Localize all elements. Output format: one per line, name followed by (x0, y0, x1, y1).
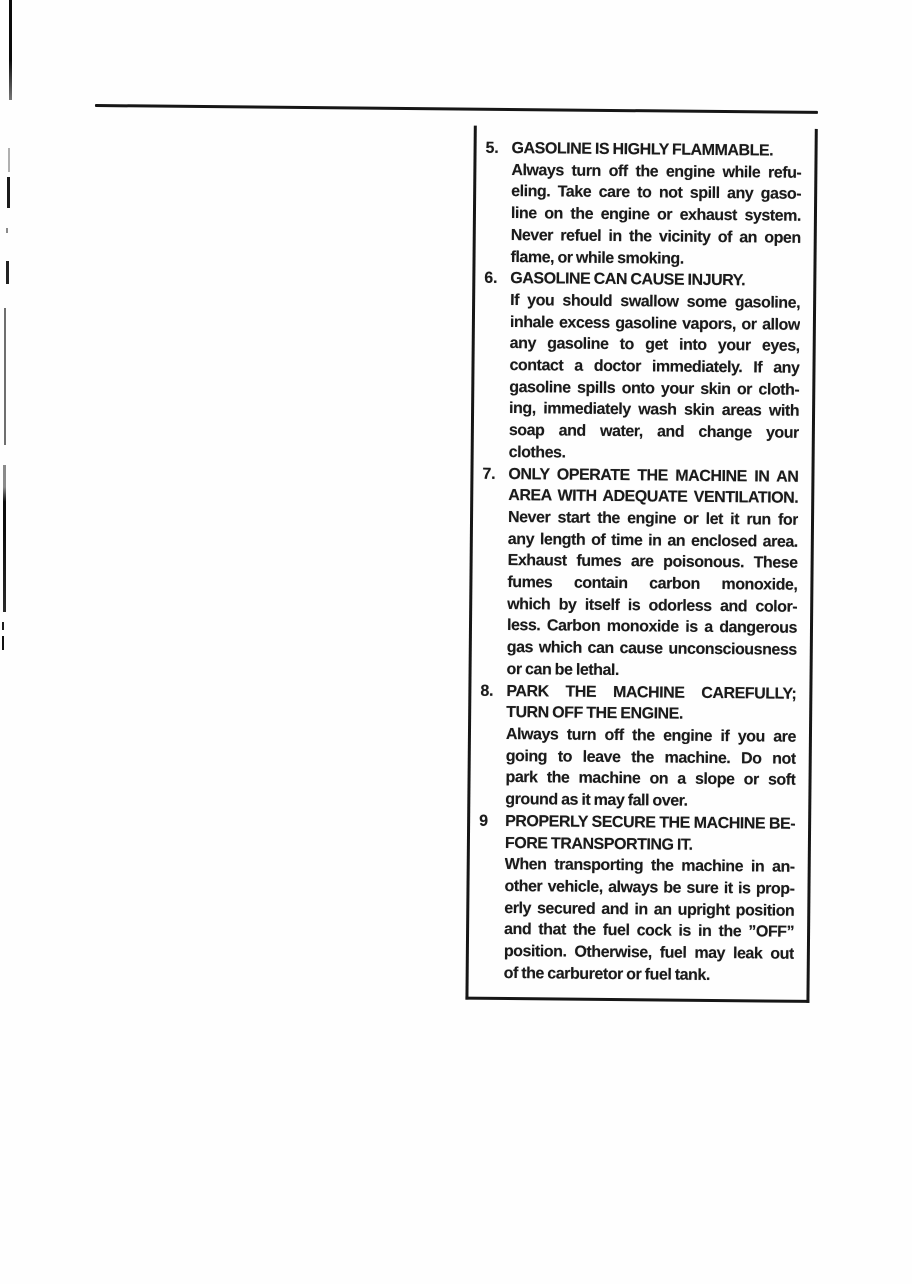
item-heading-line: TURN OFF THE ENGINE. (506, 704, 684, 723)
horizontal-rule (95, 104, 818, 114)
item-body-line: gasoline spills onto your skin or cloth- (509, 378, 800, 399)
safety-item (480, 138, 801, 271)
item-heading-line: FORE TRANSPORTING IT. (504, 834, 693, 854)
item-body-line: inhale excess gasoline vapors, or allow (509, 313, 800, 334)
item-number: 8. (480, 682, 494, 700)
item-body-line: Never start the engine or let it run for (507, 508, 799, 529)
item-heading-line: PROPERLY SECURE THE MACHINE BE- (505, 812, 796, 833)
safety-item (476, 463, 798, 683)
item-heading-line: ONLY OPERATE THE MACHINE IN AN (508, 465, 799, 486)
item-body-line: position. Otherwise, fuel may leak out (503, 942, 794, 963)
item-body-line: any length of time in an enclosed area. (507, 530, 798, 551)
item-body-line: erly secured and in an upright position (504, 899, 795, 920)
item-body-line: eling. Take care to not spill any gaso- (511, 183, 802, 204)
item-body-line: Always turn off the engine while refu- (511, 161, 802, 182)
item-heading-line: GASOLINE CAN CAUSE INJURY. (510, 270, 746, 290)
safety-item (475, 680, 796, 813)
item-body-line: ing, immediately wash skin areas with (509, 400, 800, 421)
item-body-line: flame, or while smoking. (510, 248, 684, 268)
item-body-line: or can be lethal. (506, 660, 620, 679)
item-body-line: clothes. (508, 443, 566, 462)
item-body-line: less. Carbon monoxide is a dangerous (506, 617, 798, 638)
item-number: 6. (484, 269, 498, 288)
item-number: 9 (479, 812, 488, 830)
safety-item (479, 268, 801, 466)
item-heading-line: PARK THE MACHINE CAREFULLY; (506, 682, 797, 703)
item-body-line: and that the fuel cock is in the ”OFF” (504, 921, 795, 942)
safety-item (474, 810, 796, 987)
item-body-line: soap and water, and change your (508, 422, 799, 442)
item-body-line: When transporting the machine in an- (504, 856, 795, 876)
item-body-line: which by itself is odorless and color- (507, 595, 798, 616)
item-body-line: any gasoline to get into your eyes, (509, 335, 800, 356)
item-body-line: gas which can cause unconsciousness (506, 639, 797, 659)
item-body-line: fumes contain carbon monoxide, (507, 574, 798, 594)
item-heading-line: AREA WITH ADEQUATE VENTILATION. (508, 487, 799, 508)
safety-notice-box (465, 126, 817, 1003)
item-body-line: Exhaust fumes are poisonous. These (507, 552, 798, 573)
item-body-line: park the machine on a slope or soft (505, 769, 796, 790)
item-body-line: contact a doctor immediately. If any (509, 357, 800, 377)
item-body-line: other vehicle, always be sure it is prop- (504, 877, 795, 898)
item-body-line: line on the engine or exhaust system. (510, 205, 802, 225)
item-body-line: going to leave the machine. Do not (505, 747, 796, 768)
item-body-line: ground as it may fall over. (505, 791, 688, 810)
safety-list (474, 138, 802, 987)
item-number: 7. (482, 465, 496, 483)
item-body-line: Always turn off the engine if you are (505, 725, 797, 746)
item-body-line: If you should swallow some gasoline, (510, 291, 801, 312)
item-heading-line: GASOLINE IS HIGHLY FLAMMABLE. (511, 140, 774, 160)
item-number: 5. (485, 139, 499, 157)
item-body-line: of the carburetor or fuel tank. (503, 964, 710, 984)
item-body-line: Never refuel in the vicinity of an open (510, 226, 801, 247)
